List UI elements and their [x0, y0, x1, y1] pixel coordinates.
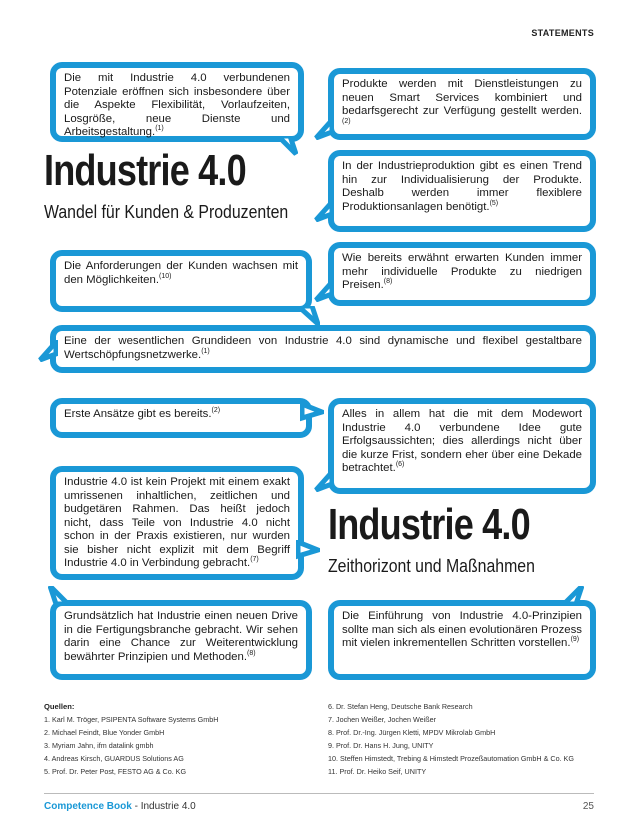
bubble-tail: [314, 470, 334, 492]
statement-text: Grundsätzlich hat Industrie einen neuen Drive in die Fertigungsbranche gebracht. Wir sehen darin eine Chance zur Weiterentwicklung bewährter Prinzipien und Methoden.: [64, 610, 298, 663]
reference-number: (7): [250, 556, 259, 564]
source-item: 2. Michael Feindt, Blue Yonder GmbH: [44, 728, 165, 737]
source-item: 3. Myriam Jahn, ifm datalink gmbh: [44, 741, 154, 750]
statement-bubble: [50, 250, 312, 312]
bubble-tail: [48, 586, 72, 606]
statement-text: Die mit Industrie 4.0 verbundenen Potenziale eröffnen sich insbesondere über die Aspekte Flexibilität, Vorlaufzeiten, Losgröße, neue Dienste und Arbeitsgestaltung.: [64, 72, 290, 138]
statement-text: Die Einführung von Industrie 4.0-Prinzipien sollte man sich als einen evolutionären Prozess mit vielen inkrementellen Schritten vorstellen.: [342, 610, 582, 649]
reference-number: (2): [342, 117, 351, 125]
reference-number: (9): [570, 636, 580, 644]
reference-number: (8): [247, 649, 256, 657]
page-number: 25: [582, 801, 594, 812]
sources-left: [44, 700, 314, 778]
source-item: 7. Jochen Weißer, Jochen Weißer: [328, 715, 436, 724]
reference-number: (1): [201, 347, 210, 355]
footer-topic: Industrie 4.0: [140, 801, 196, 812]
bubble-tail: [276, 136, 298, 156]
section-title: Industrie 4.0: [328, 500, 530, 549]
footer-book-name: Competence Book: [44, 801, 132, 812]
bubble-tail: [296, 306, 320, 326]
statement-text: Alles in allem hat die mit dem Modewort Industrie 4.0 verbundene Idee gute Erfolgsaussichten; dies allerdings nicht über die kurze Frist, sondern eher über eine Dekade betrachtet.: [342, 408, 582, 474]
section-subtitle: Zeithorizont und Maßnahmen: [328, 556, 535, 576]
reference-number: (5): [489, 199, 499, 207]
statement-text: Erste Ansätze gibt es bereits.: [64, 408, 212, 420]
statement-text: Produkte werden mit Dienstleistungen zu neuen Smart Services kombiniert und bedarfsgerecht zur Verfügung gestellt werden.: [342, 78, 582, 117]
source-item: 9. Prof. Dr. Hans H. Jung, UNITY: [328, 741, 434, 750]
section-title: Industrie 4.0: [44, 146, 246, 195]
bubble-tail: [314, 200, 334, 222]
bubble-tail: [314, 280, 334, 302]
bubble-tail: [300, 402, 324, 422]
source-item: 1. Karl M. Tröger, PSIPENTA Software Systems GmbH: [44, 715, 219, 724]
bubble-tail: [296, 540, 320, 560]
statement-text: Industrie 4.0 ist kein Projekt mit einem exakt umrissenen inhaltlichen, zeitlichen und budgetären Rahmen. Das heißt jedoch nicht, dass Teile von Industrie 4.0 nicht schon in der Praxis existieren, nur wurden sie bisher nicht explizit mit dem Begriff Industrie 4.0 in Verbindung gebracht.: [64, 476, 290, 569]
footer-book-title: [44, 801, 196, 812]
statement-bubble: [50, 600, 312, 680]
statement-bubble: [50, 325, 596, 373]
statement-bubble: [328, 398, 596, 494]
sources-title: Quellen:: [44, 702, 75, 711]
reference-number: (6): [395, 461, 405, 469]
bubble-tail: [38, 340, 58, 362]
source-item: 8. Prof. Dr.-Ing. Jürgen Kletti, MPDV Mikrolab GmbH: [328, 728, 496, 737]
statement-bubble: [328, 150, 596, 232]
reference-number: (8): [383, 278, 393, 286]
statement-bubble: [328, 242, 596, 306]
sources-right: [328, 700, 598, 778]
reference-number: (1): [155, 125, 164, 133]
section-subtitle: Wandel für Kunden & Produzenten: [44, 202, 289, 222]
bubble-tail: [560, 586, 584, 606]
statement-bubble: [50, 62, 304, 142]
footer-separator: -: [131, 801, 141, 812]
statement-bubble: [328, 68, 596, 140]
statement-text: In der Industrieproduktion gibt es einen Trend hin zur Individualisierung der Produkte. Deshalb werden immer flexiblere Produktionsanlagen benötigt.: [342, 160, 582, 213]
section-label: STATEMENTS: [531, 28, 594, 38]
source-item: 4. Andreas Kirsch, GUARDUS Solutions AG: [44, 754, 184, 763]
statement-text: Wie bereits erwähnt erwarten Kunden immer mehr individuelle Produkte zu niedrigen Preisen.: [342, 252, 582, 291]
statement-bubble: [328, 600, 596, 680]
statement-text: Eine der wesentlichen Grundideen von Industrie 4.0 sind dynamische und flexibel gestaltbare Wertschöpfungsnetzwerke.: [64, 335, 582, 361]
bubble-tail: [314, 118, 334, 140]
statement-text: Die Anforderungen der Kunden wachsen mit den Möglichkeiten.: [64, 260, 298, 286]
reference-number: (2): [211, 407, 221, 415]
source-item: 11. Prof. Dr. Heiko Seif, UNITY: [328, 767, 427, 776]
statement-bubble: [50, 466, 304, 580]
footer-divider: [44, 793, 594, 794]
statement-bubble: [50, 398, 312, 438]
reference-number: (10): [158, 272, 172, 280]
source-item: 5. Prof. Dr. Peter Post, FESTO AG & Co. KG: [44, 767, 187, 776]
source-item: 6. Dr. Stefan Heng, Deutsche Bank Research: [328, 702, 473, 711]
source-item: 10. Steffen Himstedt, Trebing & Himstedt Prozeßautomation GmbH & Co. KG: [328, 754, 574, 763]
